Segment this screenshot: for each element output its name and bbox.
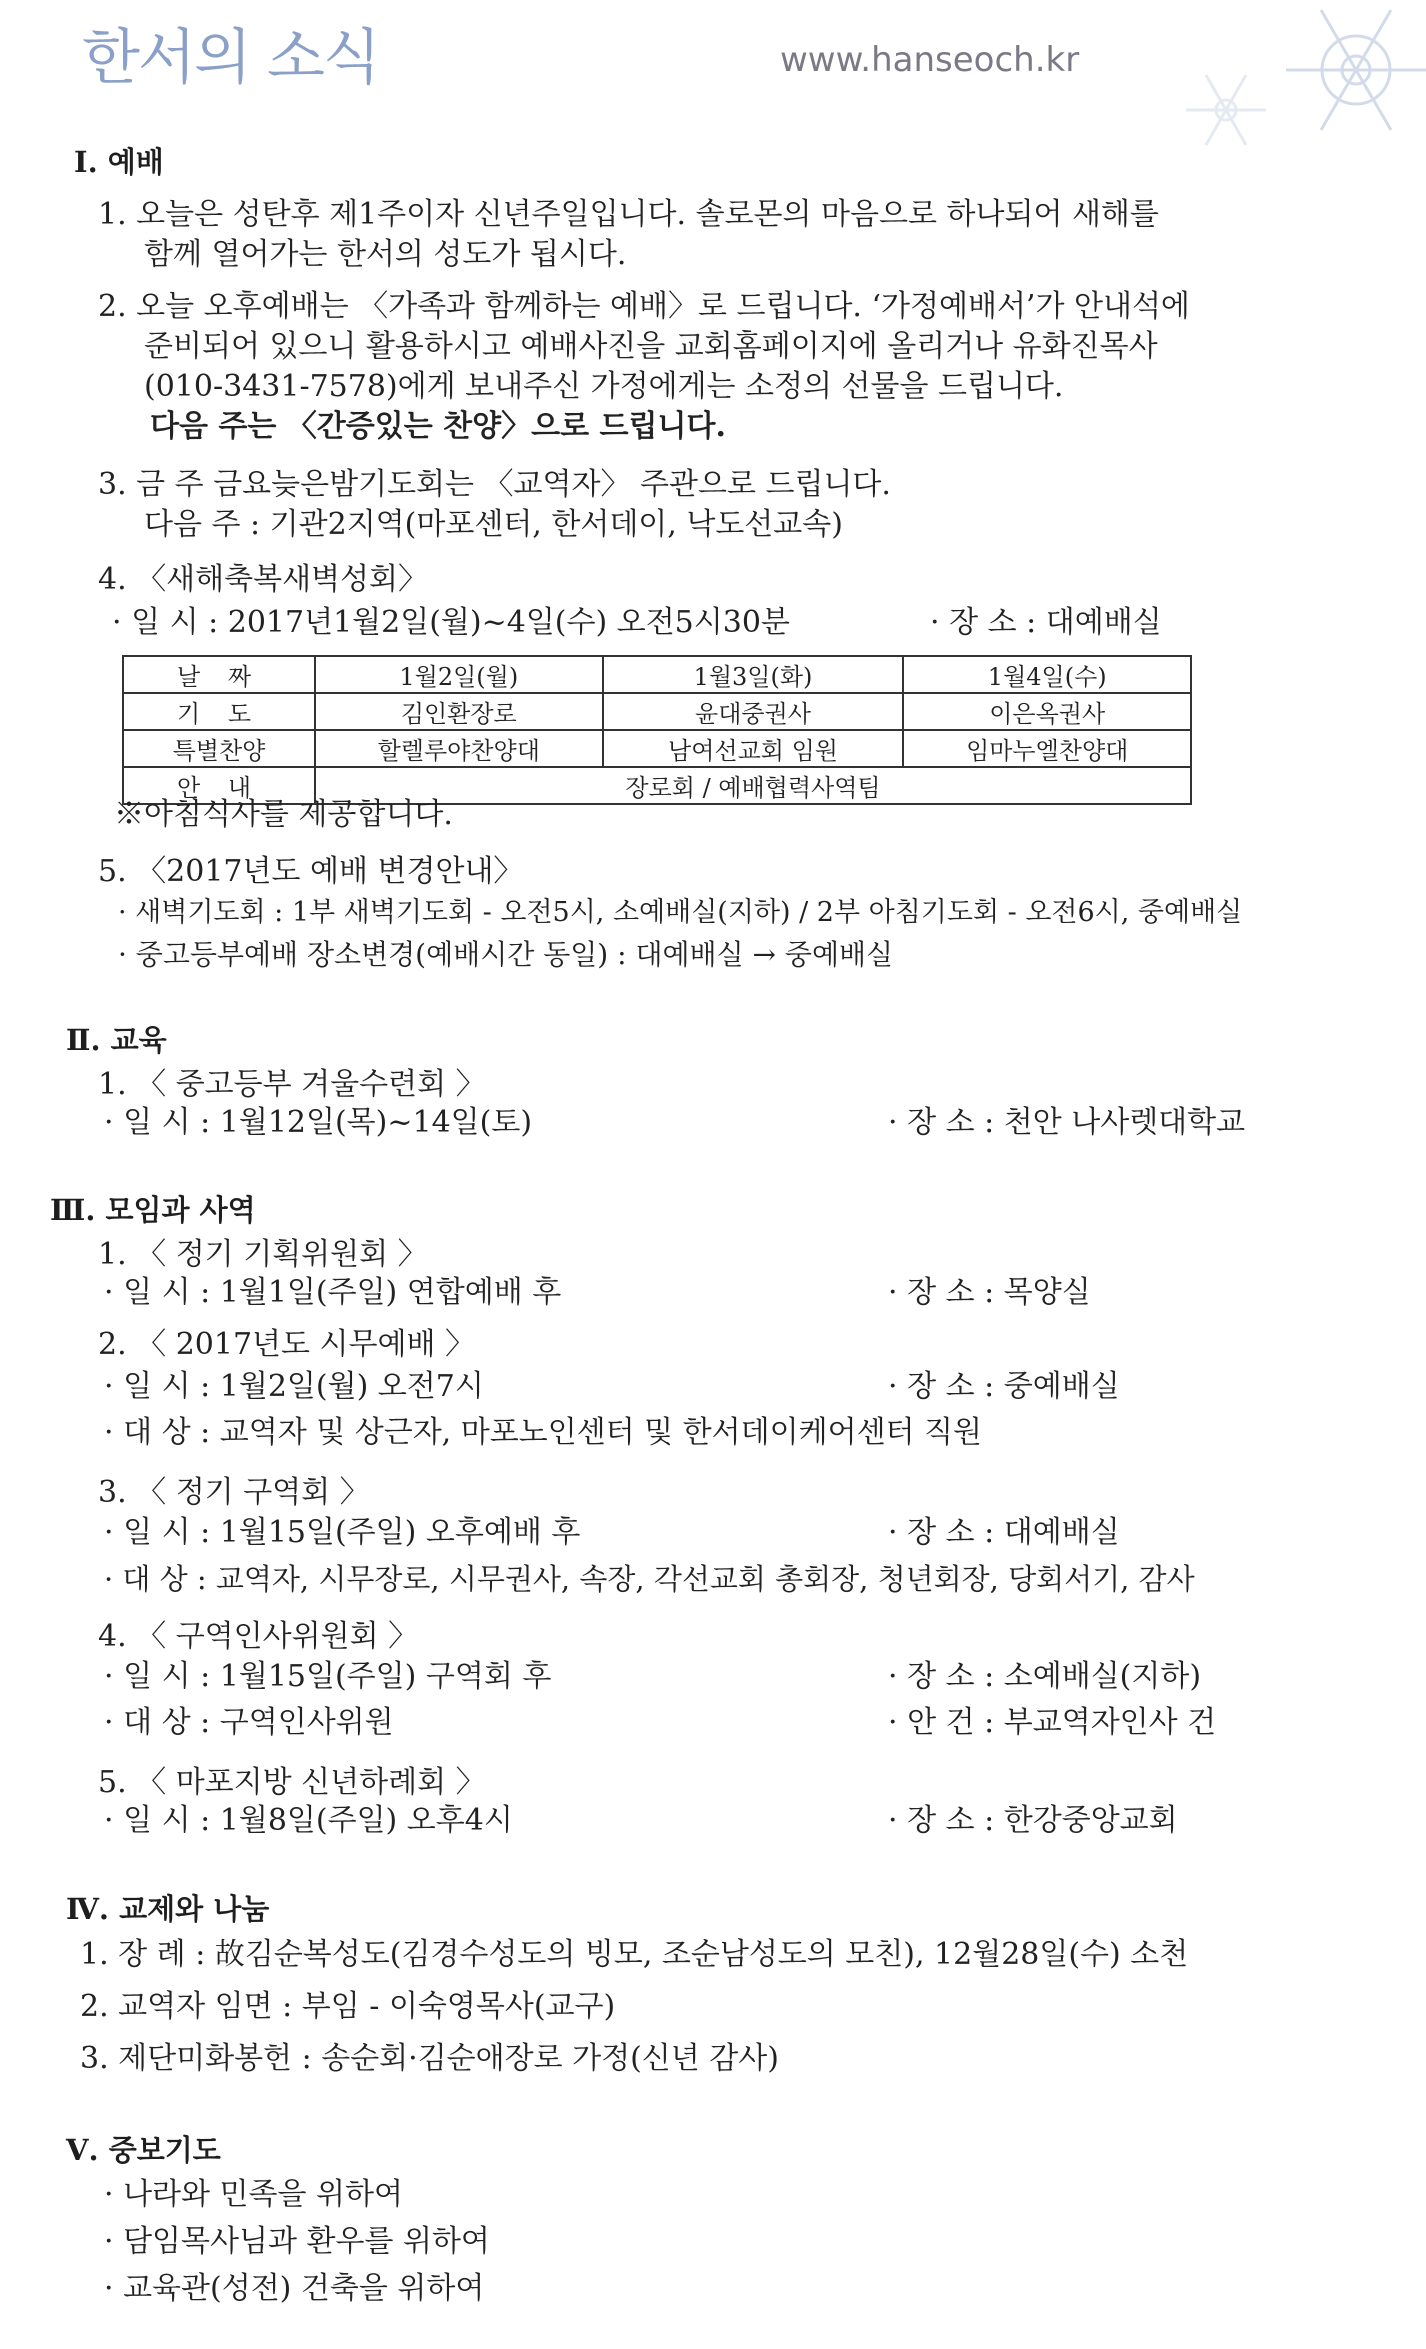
worship-item-4-title: 4. 〈새해축복새벽성회〉	[98, 562, 428, 597]
gathering-4-agenda: · 안 건 : 부교역자인사 건	[888, 1705, 1217, 1740]
section-title-intercession: Ⅴ. 중보기도	[66, 2133, 221, 2167]
gathering-4-target: · 대 상 : 구역인사위원	[104, 1705, 394, 1740]
gathering-2-title: 2. 〈 2017년도 시무예배 〉	[98, 1327, 475, 1362]
table-label-praise: 특별찬양	[123, 730, 315, 767]
education-item-1-title: 1. 〈 중고등부 겨울수련회 〉	[98, 1067, 486, 1102]
snowflake-icon	[1146, 0, 1426, 150]
table-cell: 1월4일(수)	[903, 656, 1191, 693]
worship-item-4-note: ※아침식사를 제공합니다.	[114, 797, 453, 832]
fellowship-item-2: 2. 교역자 임면 : 부임 - 이숙영목사(교구)	[80, 1989, 616, 2024]
prayer-item-1: · 나라와 민족을 위하여	[104, 2177, 403, 2212]
section-title-fellowship: Ⅳ. 교제와 나눔	[66, 1892, 270, 1926]
section-title-worship: Ⅰ. 예배	[74, 145, 164, 179]
section-title-education: Ⅱ. 교육	[66, 1023, 167, 1057]
fellowship-item-3: 3. 제단미화봉헌 : 송순회·김순애장로 가정(신년 감사)	[80, 2041, 779, 2076]
table-cell: 이은옥권사	[903, 693, 1191, 730]
worship-item-1-line-1: 1. 오늘은 성탄후 제1주이자 신년주일입니다. 솔로몬의 마음으로 하나되어 새해를	[98, 197, 1159, 232]
gathering-2-where: · 장 소 : 중예배실	[888, 1369, 1120, 1404]
education-item-1-when: · 일 시 : 1월12일(목)~14일(토)	[104, 1105, 533, 1140]
gathering-3-when: · 일 시 : 1월15일(주일) 오후예배 후	[104, 1515, 581, 1550]
worship-item-5-bullet-2: · 중고등부예배 장소변경(예배시간 동일) : 대예배실 → 중예배실	[118, 938, 894, 971]
table-cell: 윤대중권사	[603, 693, 904, 730]
table-cell: 1월3일(화)	[603, 656, 904, 693]
table-row	[123, 730, 1191, 767]
worship-item-4-where: · 장 소 : 대예배실	[930, 605, 1162, 640]
gathering-3-title: 3. 〈 정기 구역회 〉	[98, 1475, 370, 1510]
gathering-3-target: · 대 상 : 교역자, 시무장로, 시무권사, 속장, 각선교회 총회장, 청년회장, 당회서기, 감사	[104, 1562, 1195, 1596]
gathering-4-title: 4. 〈 구역인사위원회 〉	[98, 1619, 419, 1654]
gathering-1-title: 1. 〈 정기 기획위원회 〉	[98, 1237, 428, 1272]
prayer-item-3: · 교육관(성전) 건축을 위하여	[104, 2271, 485, 2306]
table-row	[123, 693, 1191, 730]
dawn-service-table	[122, 655, 1192, 805]
worship-item-5-title: 5. 〈2017년도 예배 변경안내〉	[98, 854, 524, 889]
prayer-item-2: · 담임목사님과 환우를 위하여	[104, 2224, 490, 2259]
worship-item-1-line-2: 함께 열어가는 한서의 성도가 됩시다.	[144, 237, 627, 272]
website-url[interactable]: www.hanseoch.kr	[780, 40, 1080, 80]
worship-item-2-line-1: 2. 오늘 오후예배는 〈가족과 함께하는 예배〉로 드립니다. ‘가정예배서’가 안내석에	[98, 289, 1190, 324]
table-label-prayer: 기 도	[123, 693, 315, 730]
worship-item-2-line-4: 다음 주는 〈간증있는 찬양〉으로 드립니다.	[150, 409, 726, 444]
page-header	[0, 0, 1426, 150]
fellowship-item-1: 1. 장 례 : 故김순복성도(김경수성도의 빙모, 조순남성도의 모친), 12월28일(수) 소천	[80, 1937, 1189, 1972]
table-cell: 임마누엘찬양대	[903, 730, 1191, 767]
table-label-guide: 안 내	[123, 767, 315, 804]
gathering-2-target: · 대 상 : 교역자 및 상근자, 마포노인센터 및 한서데이케어센터 직원	[104, 1415, 983, 1450]
table-cell: 1월2일(월)	[315, 656, 603, 693]
table-cell: 할렐루야찬양대	[315, 730, 603, 767]
table-label-date: 날 짜	[123, 656, 315, 693]
gathering-5-when: · 일 시 : 1월8일(주일) 오후4시	[104, 1803, 513, 1838]
section-title-gatherings: Ⅲ. 모임과 사역	[50, 1193, 256, 1227]
gathering-1-where: · 장 소 : 목양실	[888, 1275, 1091, 1310]
table-row	[123, 656, 1191, 693]
worship-item-2-line-3: (010-3431-7578)에게 보내주신 가정에게는 소정의 선물을 드립니다.	[144, 369, 1064, 404]
gathering-5-title: 5. 〈 마포지방 신년하례회 〉	[98, 1765, 486, 1800]
table-cell: 김인환장로	[315, 693, 603, 730]
worship-item-5-bullet-1: · 새벽기도회 : 1부 새벽기도회 - 오전5시, 소예배실(지하) / 2부 아침기도회 - 오전6시, 중예배실	[118, 897, 1243, 928]
gathering-3-where: · 장 소 : 대예배실	[888, 1515, 1120, 1550]
gathering-4-when: · 일 시 : 1월15일(주일) 구역회 후	[104, 1659, 552, 1694]
gathering-2-when: · 일 시 : 1월2일(월) 오전7시	[104, 1369, 484, 1404]
education-item-1-where: · 장 소 : 천안 나사렛대학교	[888, 1105, 1246, 1140]
table-cell: 장로회 / 예배협력사역팀	[315, 767, 1191, 804]
worship-item-3-line-2: 다음 주 : 기관2지역(마포센터, 한서데이, 낙도선교속)	[144, 507, 843, 542]
worship-item-3-line-1: 3. 금 주 금요늦은밤기도회는 〈교역자〉 주관으로 드립니다.	[98, 467, 891, 502]
gathering-4-where: · 장 소 : 소예배실(지하)	[888, 1659, 1202, 1694]
worship-item-4-when: · 일 시 : 2017년1월2일(월)~4일(수) 오전5시30분	[112, 605, 790, 640]
table-cell: 남여선교회 임원	[603, 730, 904, 767]
gathering-1-when: · 일 시 : 1월1일(주일) 연합예배 후	[104, 1275, 562, 1310]
gathering-5-where: · 장 소 : 한강중앙교회	[888, 1803, 1178, 1838]
newsletter-title: 한서의 소식	[82, 23, 379, 93]
worship-item-2-line-2: 준비되어 있으니 활용하시고 예배사진을 교회홈페이지에 올리거나 유화진목사	[144, 329, 1158, 364]
